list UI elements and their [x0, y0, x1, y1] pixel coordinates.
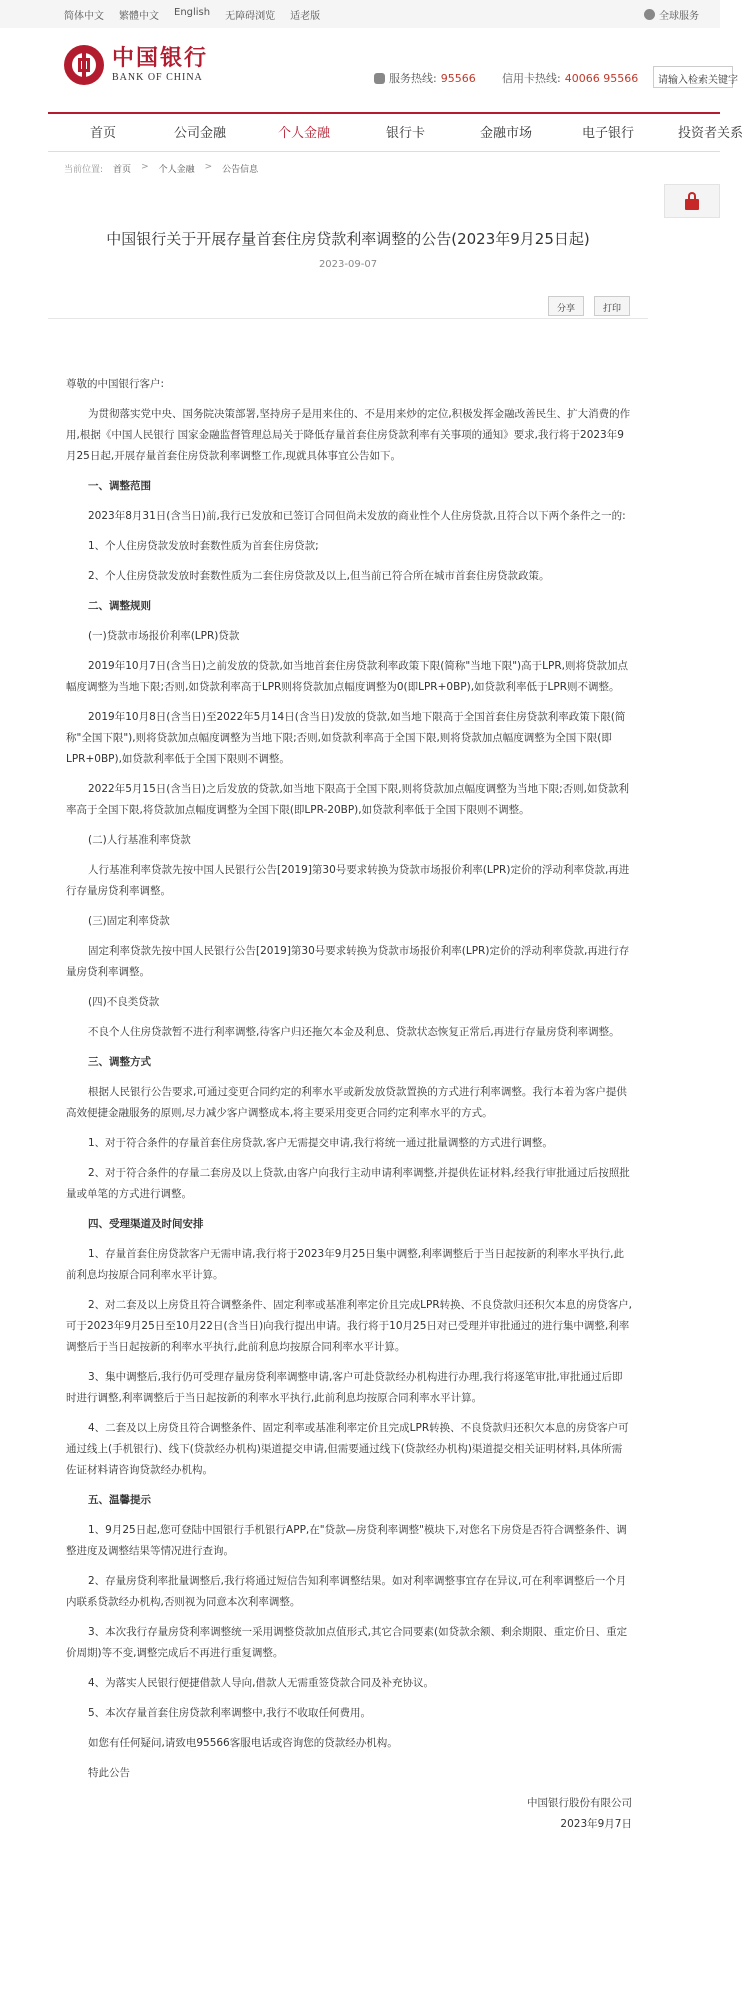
global-service-label: 全球服务 — [659, 11, 699, 22]
nav-home[interactable]: 首页 — [90, 126, 117, 141]
share-button[interactable]: 分享 — [548, 296, 584, 316]
elderly-mode-link[interactable]: 适老版 — [290, 11, 321, 22]
paragraph: 2、对二套及以上房贷且符合调整条件、固定利率或基准利率定价且完成LPR转换、不良贷款归还积欠本息的房贷客户,可于2023年9月25日至10月22日(含当日)向我行提出申请。我行将于10月25日对已受理并审批通过的进行集中调整,利率调整后于当日起按新的利率水平执行,此前利息均按原合同利率水平计算。 — [66, 1299, 632, 1353]
nav-financial-markets[interactable]: 金融市场 — [480, 126, 533, 141]
breadcrumb — [64, 162, 268, 175]
subsection-heading: (二)人行基准利率贷款 — [88, 834, 191, 846]
phone-icon — [374, 73, 385, 84]
subsection-heading: (一)贷款市场报价利率(LPR)贷款 — [88, 630, 240, 642]
nav-corporate-banking[interactable]: 公司金融 — [174, 126, 227, 141]
paragraph: 根据人民银行公告要求,可通过变更合同约定的利率水平或新发放贷款置换的方式进行利率调整。我行本着为客户提供高效便捷金融服务的原则,尽力减少客户调整成本,将主要采用变更合同约定利率水平的方式。 — [66, 1086, 627, 1119]
nav-personal-banking[interactable]: 个人金融 — [278, 126, 331, 141]
breadcrumb-announcements[interactable]: 公告信息 — [222, 165, 259, 175]
paragraph: 1、9月25日起,您可登陆中国银行手机银行APP,在"贷款—房贷利率调整"模块下,对您名下房贷是否符合调整条件、调整进度及调整结果等情况进行查询。 — [66, 1524, 627, 1557]
section-heading: 二、调整规则 — [88, 600, 151, 612]
article-body — [66, 374, 632, 1835]
paragraph: 2、存量房贷利率批量调整后,我行将通过短信告知利率调整结果。如对利率调整事宜存在异议,可在利率调整后一个月内联系贷款经办机构,否则视为同意本次利率调整。 — [66, 1575, 627, 1608]
paragraph: 1、个人住房贷款发放时套数性质为首套住房贷款; — [88, 540, 319, 552]
card-hotline-label: 信用卡热线: — [502, 72, 561, 85]
paragraph: 固定利率贷款先按中国人民银行公告[2019]第30号要求转换为贷款市场报价利率(LPR)定价的浮动利率贷款,再进行存量房贷利率调整。 — [66, 945, 630, 978]
notice-line: 特此公告 — [88, 1767, 130, 1779]
section-heading: 一、调整范围 — [88, 480, 151, 492]
main-nav — [48, 112, 743, 152]
paragraph: 2、对于符合条件的存量二套房及以上贷款,由客户向我行主动申请利率调整,并提供佐证材料,经我行审批通过后按照批量或单笔的方式进行调整。 — [66, 1167, 630, 1200]
lang-english-link[interactable]: English — [174, 7, 211, 18]
paragraph: 4、二套及以上房贷且符合调整条件、固定利率或基准利率定价且完成LPR转换、不良贷款归还积欠本息的房贷客户可通过线上(手机银行)、线下(贷款经办机构)渠道提交申请,但需要通过线下(贷款经办机构)渠道提交相关证明材料,具体所需佐证材料请咨询贷款经办机构。 — [66, 1422, 629, 1476]
accessibility-link[interactable]: 无障碍浏览 — [225, 11, 276, 22]
globe-icon — [644, 9, 655, 20]
greeting: 尊敬的中国银行客户: — [66, 378, 165, 390]
paragraph: 2019年10月8日(含当日)至2022年5月14日(含当日)发放的贷款,如当地下限高于全国首套住房贷款利率政策下限(简称"全国下限"),则将贷款加点幅度调整为当地下限;否则,如贷款利率高于全国下限,则将贷款加点幅度调整为全国下限(即LPR+0BP),如贷款利率低于全国下限则不调整。 — [66, 711, 626, 765]
breadcrumb-separator: > — [141, 162, 149, 172]
nav-investor-relations[interactable]: 投资者关系 — [678, 126, 743, 141]
closing-paragraph: 如您有任何疑问,请致电95566客服电话或咨询您的贷款经办机构。 — [88, 1737, 398, 1749]
paragraph: 3、集中调整后,我行仍可受理存量房贷利率调整申请,客户可赴贷款经办机构进行办理,我行将逐笔审批,审批通过后即时进行调整,利率调整后于当日起按新的利率水平执行,此前利息均按原合同利率水平计算。 — [66, 1371, 623, 1404]
paragraph: 2、个人住房贷款发放时套数性质为二套住房贷款及以上,但当前已符合所在城市首套住房贷款政策。 — [88, 570, 550, 582]
paragraph: 1、对于符合条件的存量首套住房贷款,客户无需提交申请,我行将统一通过批量调整的方式进行调整。 — [88, 1137, 553, 1149]
signature: 中国银行股份有限公司 — [527, 1797, 632, 1809]
card-hotline — [502, 70, 638, 86]
intro-paragraph: 为贯彻落实党中央、国务院决策部署,坚持房子是用来住的、不是用来炒的定位,积极发挥金融改善民生、扩大消费的作用,根据《中国人民银行 国家金融监督管理总局关于降低存量首套住房贷款利率有关事项的通知》要求,我行将于2023年9月25日起,开展存量首套住房贷款利率调整工作,现就具体事宜公告如下。 — [66, 408, 631, 462]
top-links — [64, 7, 335, 22]
search-input[interactable]: 请输入检索关键字 — [653, 66, 733, 88]
breadcrumb-separator: > — [204, 162, 213, 172]
breadcrumb-personal-banking[interactable]: 个人金融 — [158, 165, 195, 175]
signature-date: 2023年9月7日 — [560, 1818, 632, 1830]
security-button[interactable] — [664, 184, 720, 218]
service-hotline-number: 95566 — [440, 71, 476, 85]
top-bar — [0, 0, 720, 28]
page-title: 中国银行关于开展存量首套住房贷款利率调整的公告(2023年9月25日起) — [106, 230, 590, 248]
breadcrumb-home[interactable]: 首页 — [113, 165, 132, 175]
paragraph: 人行基准利率贷款先按中国人民银行公告[2019]第30号要求转换为贷款市场报价利率(LPR)定价的浮动利率贷款,再进行存量房贷利率调整。 — [66, 864, 630, 897]
service-hotline-label: 服务热线: — [389, 72, 437, 85]
paragraph: 1、存量首套住房贷款客户无需申请,我行将于2023年9月25日集中调整,利率调整后于当日起按新的利率水平执行,此前利息均按原合同利率水平计算。 — [66, 1248, 624, 1281]
nav-bank-cards[interactable]: 银行卡 — [386, 126, 426, 141]
paragraph: 2022年5月15日(含当日)之后发放的贷款,如当地下限高于全国下限,则将贷款加点幅度调整为当地下限;否则,如贷款利率高于全国下限,将贷款加点幅度调整为全国下限(即LPR-20BP),如贷款利率低于全国下限则不调整。 — [66, 783, 630, 816]
subsection-heading: (四)不良类贷款 — [88, 996, 160, 1008]
paragraph: 3、本次我行存量房贷利率调整统一采用调整贷款加点值形式,其它合同要素(如贷款余额、剩余期限、重定价日、重定价周期)等不变,调整完成后不再进行重复调整。 — [66, 1626, 628, 1659]
logo-english-name: BANK OF CHINA — [112, 72, 203, 83]
lang-simplified-link[interactable]: 简体中文 — [64, 11, 104, 22]
nav-e-banking[interactable]: 电子银行 — [582, 126, 635, 141]
paragraph: 5、本次存量首套住房贷款利率调整中,我行不收取任何费用。 — [88, 1707, 372, 1719]
paragraph: 不良个人住房贷款暂不进行利率调整,待客户归还拖欠本金及利息、贷款状态恢复正常后,再进行存量房贷利率调整。 — [88, 1026, 620, 1038]
title-divider — [48, 318, 648, 319]
global-service-link[interactable] — [644, 7, 699, 22]
paragraph: 4、为落实人民银行便捷借款人导向,借款人无需重签贷款合同及补充协议。 — [88, 1677, 435, 1689]
print-button[interactable]: 打印 — [594, 296, 630, 316]
service-hotline — [374, 70, 476, 86]
section-heading: 四、受理渠道及时间安排 — [88, 1218, 204, 1230]
card-hotline-number: 40066 95566 — [564, 71, 639, 85]
section-heading: 五、温馨提示 — [88, 1494, 151, 1506]
paragraph: 2023年8月31日(含当日)前,我行已发放和已签订合同但尚未发放的商业性个人住房贷款,且符合以下两个条件之一的: — [88, 510, 626, 522]
breadcrumb-prefix: 当前位置: — [64, 165, 104, 175]
lang-traditional-link[interactable]: 繁體中文 — [119, 11, 159, 22]
section-heading: 三、调整方式 — [88, 1056, 151, 1068]
bank-logo-icon — [64, 45, 104, 85]
logo[interactable] — [64, 45, 208, 85]
publish-date: 2023-09-07 — [318, 259, 378, 270]
logo-chinese-name: 中国银行 — [112, 45, 209, 71]
lock-icon — [685, 192, 699, 210]
paragraph: 2019年10月7日(含当日)之前发放的贷款,如当地首套住房贷款利率政策下限(简称"当地下限")高于LPR,则将贷款加点幅度调整为当地下限;否则,如贷款利率高于LPR则将贷款加点幅度调整为0(即LPR+0BP),如贷款利率低于LPR则不调整。 — [66, 660, 628, 693]
subsection-heading: (三)固定利率贷款 — [88, 915, 170, 927]
